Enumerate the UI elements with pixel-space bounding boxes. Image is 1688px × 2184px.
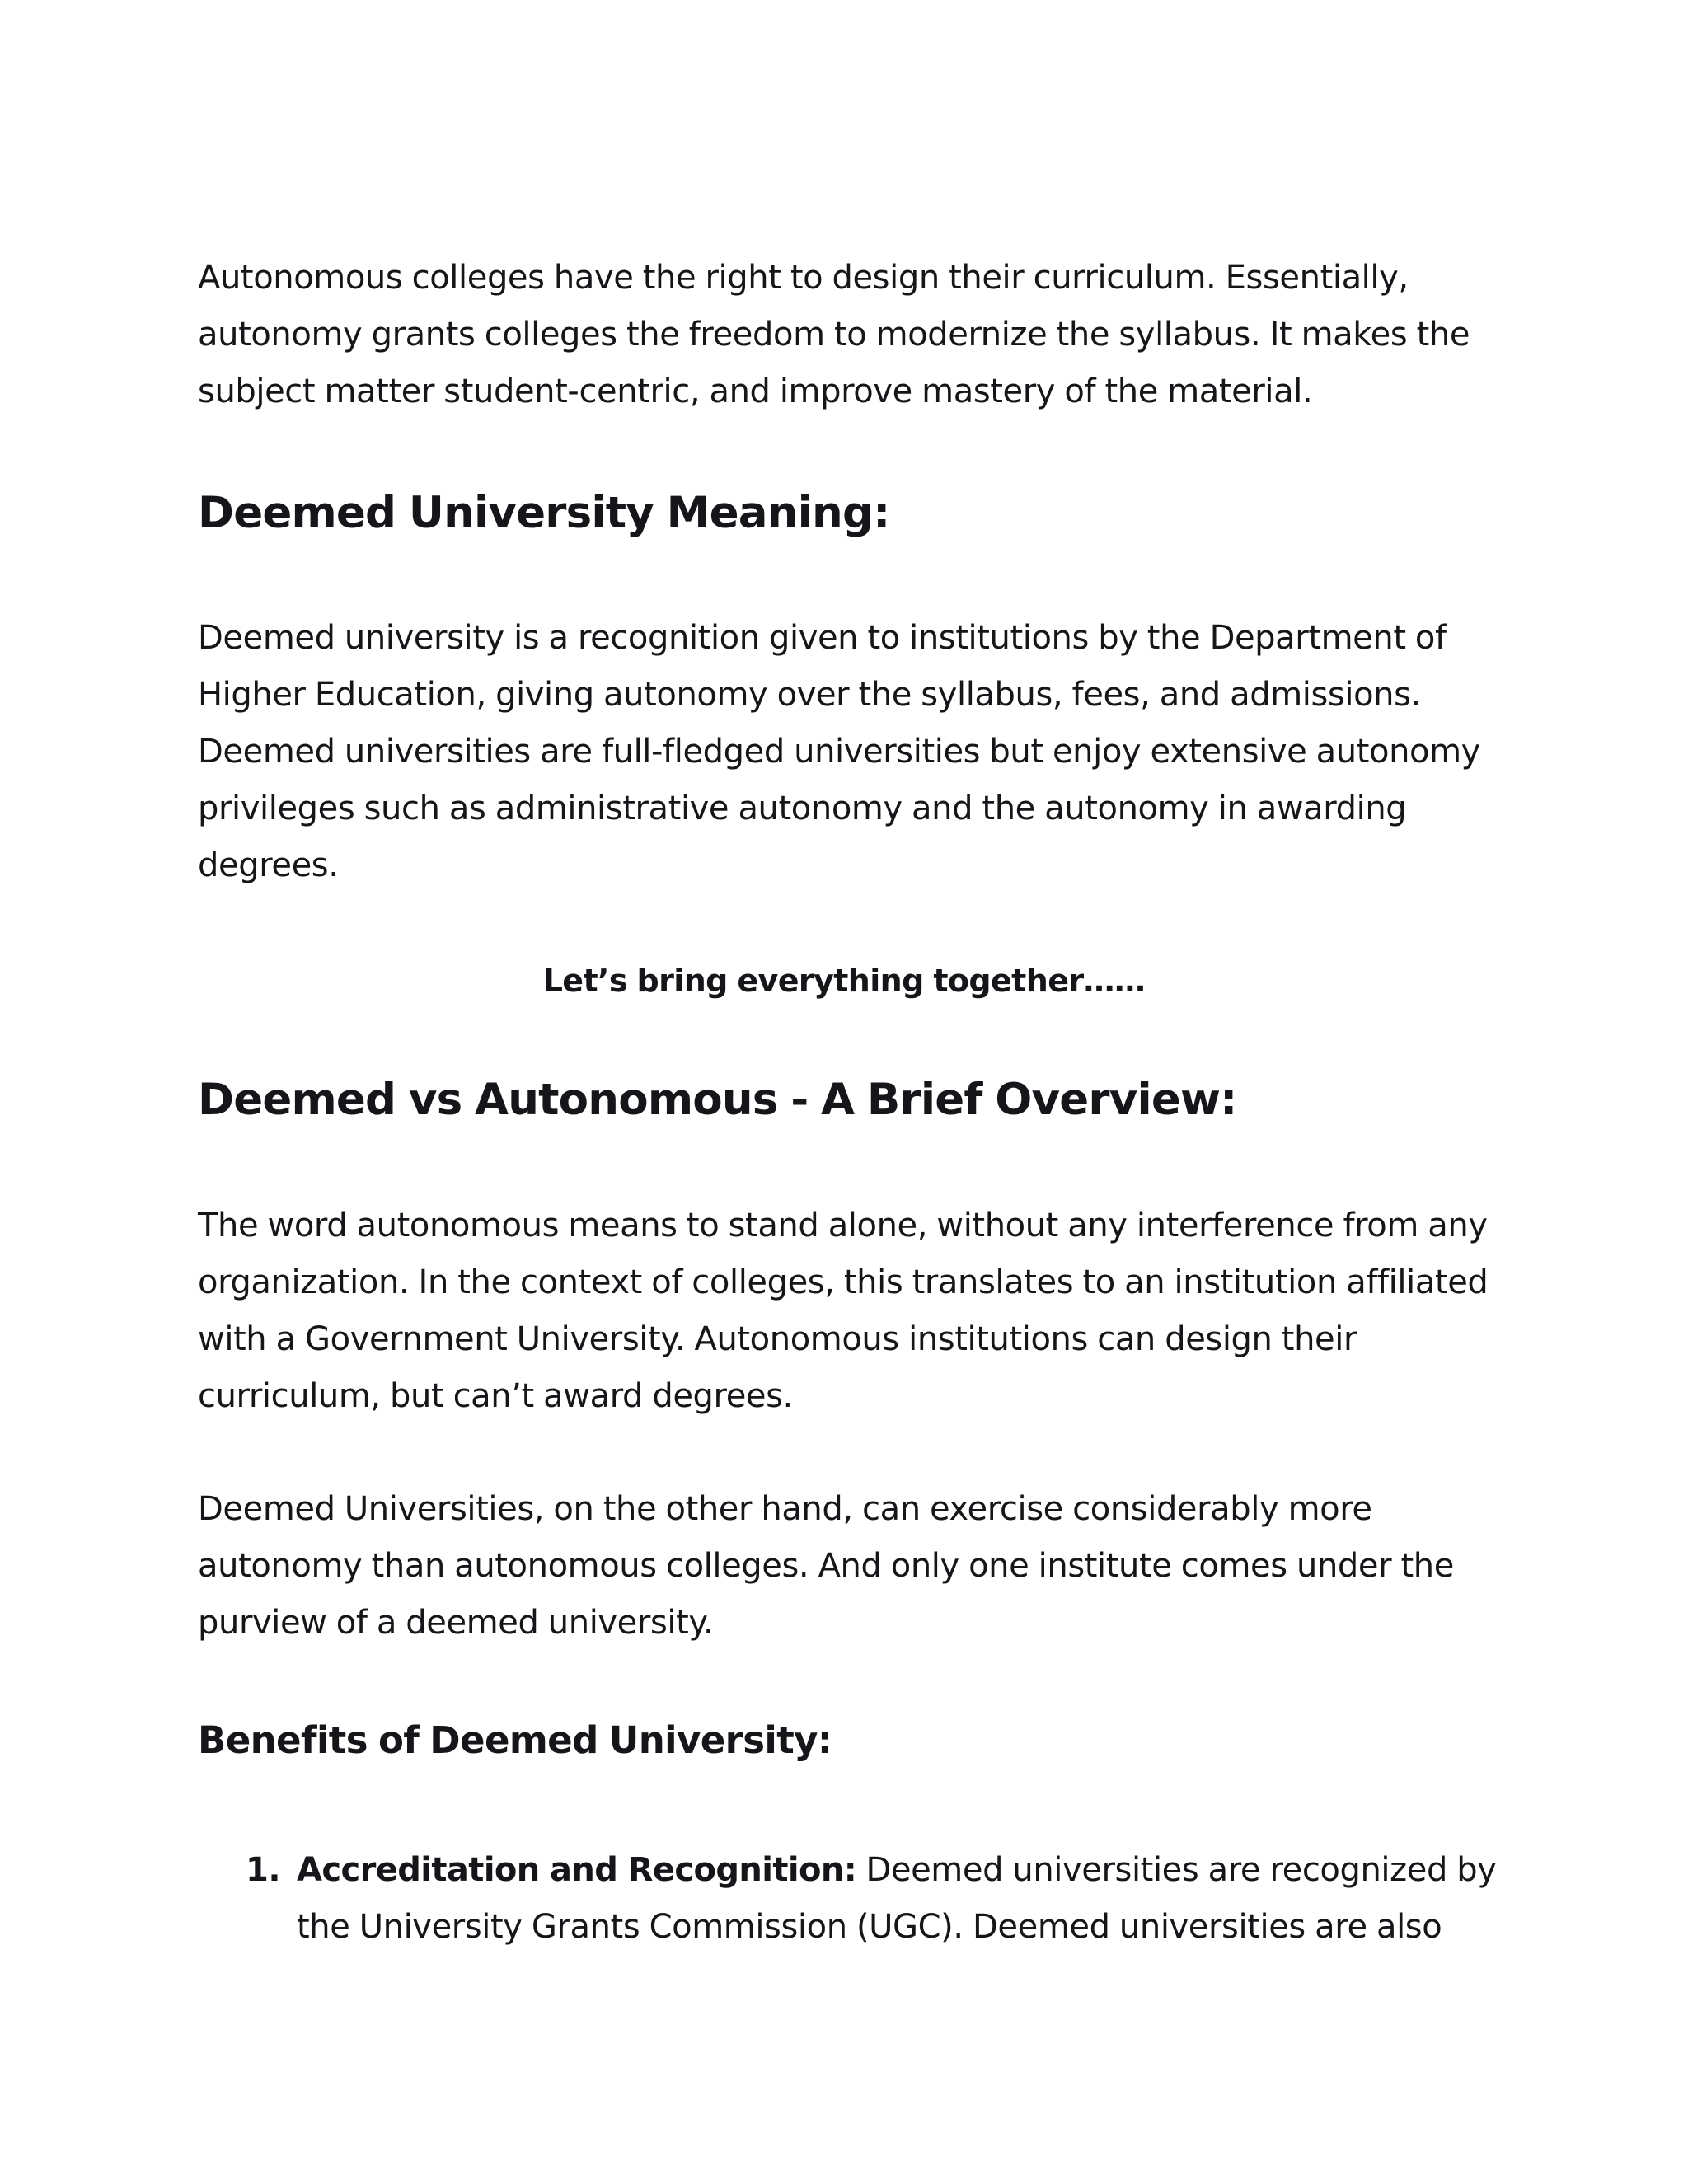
list-item-lead: Accreditation and Recognition:	[297, 1851, 857, 1889]
benefits-heading: Benefits of Deemed University:	[198, 1718, 832, 1762]
benefits-list	[198, 1842, 1500, 1956]
overview-heading: Deemed vs Autonomous - A Brief Overview:	[198, 1075, 1237, 1125]
deemed-meaning-heading: Deemed University Meaning:	[198, 488, 890, 538]
deemed-meaning-paragraph: Deemed university is a recognition given to institutions by the Department of Higher Education, giving autonomy over the syllabus, fees, and admissions. Deemed universities are full-fledged universities but enjoy extensive autonomy privileges such as administrative autonomy and the autonomy in awarding degrees.	[198, 619, 1480, 884]
overview-paragraph-1: The word autonomous means to stand alone, without any interference from any organization. In the context of colleges, this translates to an institution affiliated with a Government University. Autonomous institutions can design their curriculum, but can’t award degrees.	[198, 1207, 1489, 1415]
list-item-text: Deemed universities are recognized by the University Grants Commission (UGC). Deemed universities are also	[297, 1851, 1497, 1946]
intro-paragraph: Autonomous colleges have the right to design their curriculum. Essentially, autonomy grants colleges the freedom to modernize the syllabus. It makes the subject matter student-centric, and improve mastery of the material.	[198, 259, 1470, 410]
overview-paragraph-2: Deemed Universities, on the other hand, can exercise considerably more autonomy than autonomous colleges. And only one institute comes under the purview of a deemed university.	[198, 1490, 1454, 1642]
list-item	[198, 1842, 1500, 1956]
list-item-number: 1.	[246, 1851, 281, 1889]
bring-together-line: Let’s bring everything together……	[542, 963, 1146, 999]
